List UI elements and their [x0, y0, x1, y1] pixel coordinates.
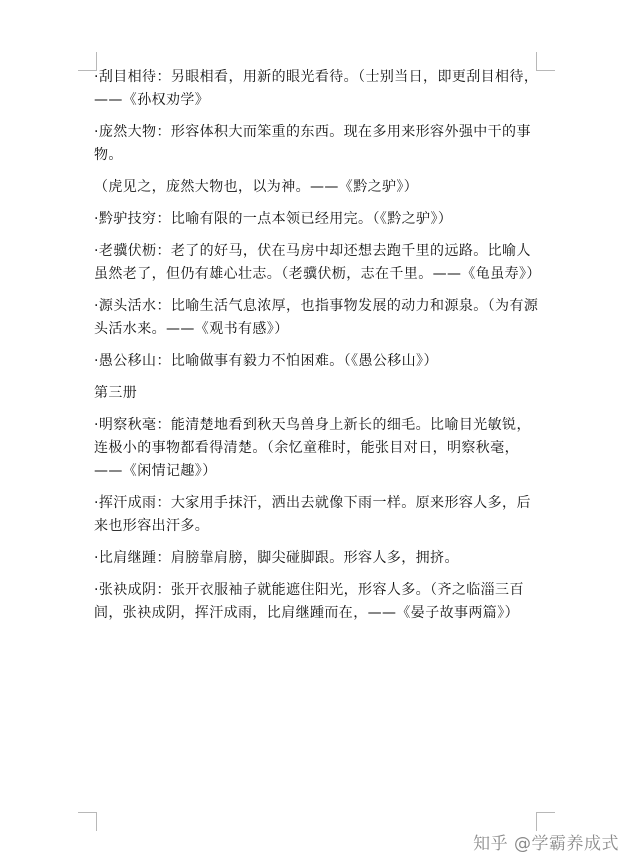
idiom-entry: ·比肩继踵：肩膀靠肩膀，脚尖碰脚跟。形容人多，拥挤。	[94, 550, 459, 566]
document-body	[94, 66, 544, 634]
idiom-entry: ·张袂成阴：张开衣服袖子就能遮住阳光，形容人多。（齐之临淄三百闾，张袂成阴，挥汗成雨，比肩继踵而在，——《晏子故事两篇》）	[94, 582, 524, 621]
quote-line: （虎见之，庞然大物也，以为神。——《黔之驴》）	[94, 179, 419, 195]
idiom-entry: ·源头活水：比喻生活气息浓厚，也指事物发展的动力和源泉。（为有源头活水来。——《观书有感》）	[94, 298, 539, 337]
idiom-entry: ·黔驴技穷：比喻有限的一点本领已经用完。（《黔之驴》）	[94, 211, 453, 227]
idiom-entry: ·老骥伏枥：老了的好马，伏在马房中却还想去跑千里的远路。比喻人虽然老了，但仍有雄心壮志。（老骥伏枥，志在千里。——《龟虽寿》）	[94, 243, 541, 282]
section-heading: 第三册	[94, 385, 138, 401]
idiom-entry: ·明察秋毫：能清楚地看到秋天鸟兽身上新长的细毛。比喻目光敏锐，连极小的事物都看得清楚。（余忆童稚时，能张目对日，明察秋毫，——《闲情记趣》）	[94, 417, 531, 479]
idiom-entry: ·挥汗成雨：大家用手抹汗，洒出去就像下雨一样。原来形容人多，后来也形容出汗多。	[94, 495, 531, 534]
zhihu-watermark: 知乎 @学霸养成式	[473, 834, 619, 854]
crop-mark-bottom-left	[78, 812, 97, 831]
idiom-entry: ·愚公移山：比喻做事有毅力不怕困难。（《愚公移山》）	[94, 353, 438, 369]
idiom-entry: ·庞然大物：形容体积大而笨重的东西。现在多用来形容外强中干的事物。	[94, 124, 531, 163]
idiom-entry: ·刮目相待：另眼相看，用新的眼光看待。（士别当日，即更刮目相待，——《孙权劝学》	[94, 69, 539, 108]
